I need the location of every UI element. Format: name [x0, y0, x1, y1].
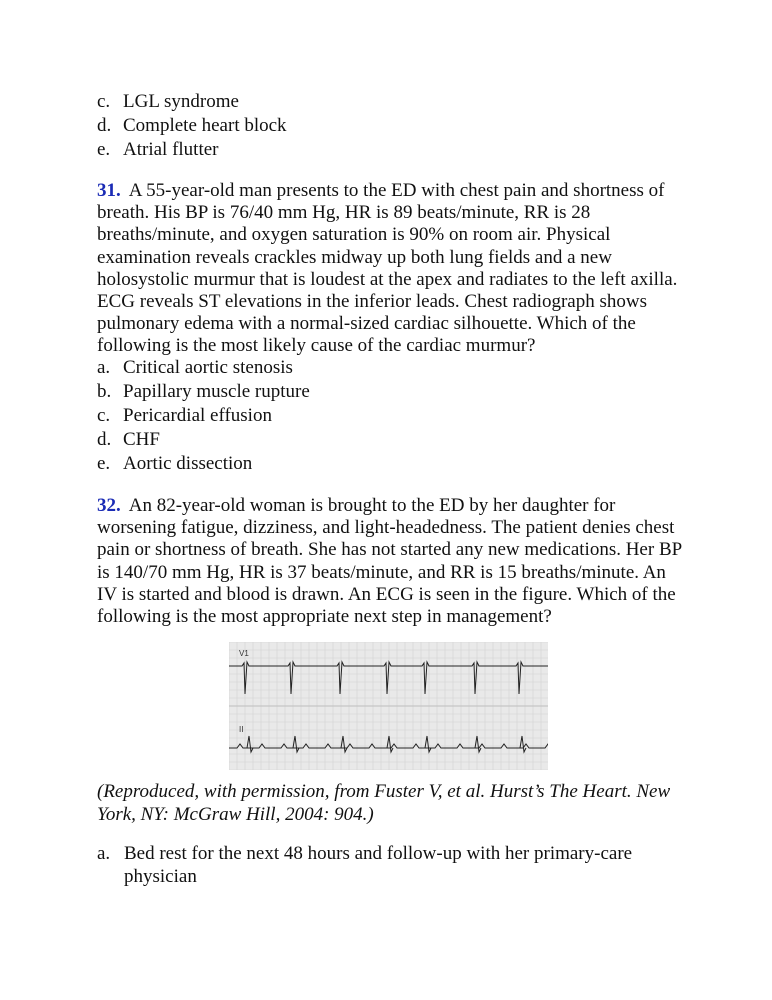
- q32-option-a: a. Bed rest for the next 48 hours and follow-up with her primary-care physician: [97, 843, 633, 887]
- q31-option-d: d. CHF: [97, 429, 160, 450]
- ecg-figure: [229, 642, 548, 770]
- ecg-lead-label-v1: V1: [239, 649, 249, 658]
- question-number: 31.: [97, 180, 121, 201]
- question-number: 32.: [97, 495, 121, 516]
- prev-option-d: d. Complete heart block: [97, 115, 287, 136]
- q31-option-a: a. Critical aortic stenosis: [97, 357, 293, 378]
- question-32-stem: 32. An 82-year-old woman is brought to the ED by her daughter for worsening fatigue, dizziness, and light-headedness. The patient denies chest pain or shortness of breath. She has not started any new medications. Her BP is 140/70 mm Hg, HR is 37 beats/minute, and RR is 15 breaths/minute. An IV is started and blood is drawn. An ECG is seen in the figure. Which of the following is the most appropriate next step in management?: [97, 495, 682, 628]
- prev-option-e: e. Atrial flutter: [97, 139, 219, 160]
- prev-option-c: c. LGL syndrome: [97, 91, 239, 112]
- ecg-lead-label-ii: II: [239, 725, 244, 734]
- figure-caption: (Reproduced, with permission, from Fuster V, et al. Hurst’s The Heart. New York, NY: McGraw Hill, 2004: 904.): [97, 781, 671, 825]
- q31-option-b: b. Papillary muscle rupture: [97, 381, 310, 402]
- q31-option-c: c. Pericardial effusion: [97, 405, 272, 426]
- q31-option-e: e. Aortic dissection: [97, 453, 253, 474]
- question-31-stem: 31. A 55-year-old man presents to the ED with chest pain and shortness of breath. His BP is 76/40 mm Hg, HR is 89 beats/minute, RR is 28 breaths/minute, and oxygen saturation is 90% on room air. Physical examination reveals crackles midway up both lung fields and a new holosystolic murmur that is loudest at the apex and radiates to the left axilla. ECG reveals ST elevations in the inferior leads. Chest radiograph shows pulmonary edema with a normal-sized cardiac silhouette. Which of the following is the most likely cause of the cardiac murmur?: [97, 180, 678, 357]
